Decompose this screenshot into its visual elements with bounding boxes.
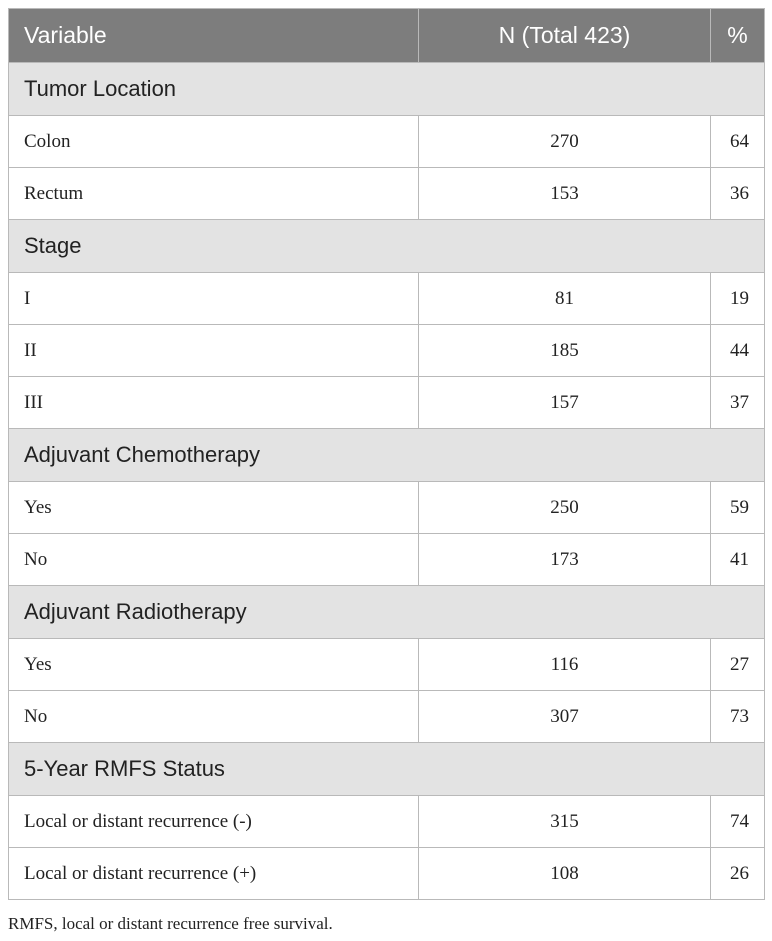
row-percent: 37 bbox=[711, 377, 765, 429]
header-percent: % bbox=[711, 9, 765, 63]
row-percent: 64 bbox=[711, 116, 765, 168]
table-body bbox=[9, 63, 765, 900]
section-header-row bbox=[9, 586, 765, 639]
table-footnote: RMFS, local or distant recurrence free survival. bbox=[8, 914, 333, 933]
row-label: Yes bbox=[9, 482, 419, 534]
table-row bbox=[9, 482, 765, 534]
section-header-row bbox=[9, 743, 765, 796]
table-row bbox=[9, 377, 765, 429]
table-row bbox=[9, 796, 765, 848]
table-row bbox=[9, 116, 765, 168]
header-variable: Variable bbox=[9, 9, 419, 63]
row-percent: 41 bbox=[711, 534, 765, 586]
row-label: Yes bbox=[9, 639, 419, 691]
row-percent: 36 bbox=[711, 168, 765, 220]
row-label: Colon bbox=[9, 116, 419, 168]
table-row bbox=[9, 168, 765, 220]
row-label: III bbox=[9, 377, 419, 429]
table-row bbox=[9, 691, 765, 743]
table-row bbox=[9, 848, 765, 900]
section-title: Stage bbox=[9, 220, 765, 273]
row-count: 270 bbox=[419, 116, 711, 168]
section-title: Adjuvant Radiotherapy bbox=[9, 586, 765, 639]
characteristics-table bbox=[8, 8, 765, 900]
row-count: 108 bbox=[419, 848, 711, 900]
row-count: 173 bbox=[419, 534, 711, 586]
table-header bbox=[9, 9, 765, 63]
characteristics-table-container bbox=[8, 8, 764, 900]
table-row bbox=[9, 534, 765, 586]
row-percent: 74 bbox=[711, 796, 765, 848]
section-title: 5-Year RMFS Status bbox=[9, 743, 765, 796]
row-label: Rectum bbox=[9, 168, 419, 220]
row-count: 116 bbox=[419, 639, 711, 691]
row-label: I bbox=[9, 273, 419, 325]
row-label: II bbox=[9, 325, 419, 377]
row-percent: 27 bbox=[711, 639, 765, 691]
table-row bbox=[9, 325, 765, 377]
table-row bbox=[9, 639, 765, 691]
row-label: No bbox=[9, 691, 419, 743]
section-title: Adjuvant Chemotherapy bbox=[9, 429, 765, 482]
row-percent: 59 bbox=[711, 482, 765, 534]
row-count: 250 bbox=[419, 482, 711, 534]
section-header-row bbox=[9, 63, 765, 116]
row-count: 157 bbox=[419, 377, 711, 429]
section-header-row bbox=[9, 429, 765, 482]
table-row bbox=[9, 273, 765, 325]
row-count: 185 bbox=[419, 325, 711, 377]
row-label: Local or distant recurrence (+) bbox=[9, 848, 419, 900]
row-count: 81 bbox=[419, 273, 711, 325]
row-count: 153 bbox=[419, 168, 711, 220]
row-count: 307 bbox=[419, 691, 711, 743]
header-row bbox=[9, 9, 765, 63]
row-count: 315 bbox=[419, 796, 711, 848]
section-header-row bbox=[9, 220, 765, 273]
header-n-total: N (Total 423) bbox=[419, 9, 711, 63]
row-percent: 26 bbox=[711, 848, 765, 900]
row-label: Local or distant recurrence (-) bbox=[9, 796, 419, 848]
row-percent: 19 bbox=[711, 273, 765, 325]
row-percent: 44 bbox=[711, 325, 765, 377]
row-percent: 73 bbox=[711, 691, 765, 743]
section-title: Tumor Location bbox=[9, 63, 765, 116]
row-label: No bbox=[9, 534, 419, 586]
